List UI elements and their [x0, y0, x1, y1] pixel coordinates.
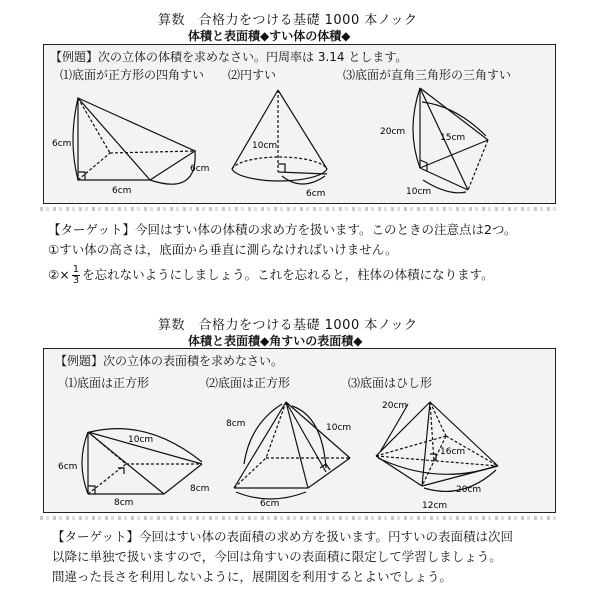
sheet1-fig1-side-label: 6cm [190, 164, 210, 174]
sheet1-target-line3 [48, 265, 494, 286]
sheet2-fig2-square-pyramid [222, 396, 362, 508]
sheet1-target-line2: ①すい体の高さは，底面から垂直に測らなければいけません。 [48, 242, 398, 257]
sheet1-fig1-caption: ⑴底面が正方形の四角すい [60, 68, 205, 82]
sheet1-line3-rest: を忘れないようにしましょう。これを忘れると，柱体の体積になります。 [82, 267, 494, 282]
sheet2-title: 算数 合格力をつける基礎 1000 本ノック [158, 318, 418, 333]
sheet1-fig1-base-label: 6cm [112, 186, 132, 196]
sheet2-fig1-base-label: 8cm [114, 498, 134, 508]
sheet1-fig3-edge2-label: 10cm [406, 187, 432, 197]
sheet2-fig3-rhombus-pyramid [368, 394, 508, 512]
sheet2-fig2-base-label: 6cm [260, 499, 280, 508]
sheet1-example-text: 【例題】次の立体の体積を求めなさい。円周率は 3.14 とします。 [50, 50, 408, 64]
sheet2-fig1-slant-label: 10cm [128, 435, 154, 445]
sheet1-title: 算数 合格力をつける基礎 1000 本ノック [158, 13, 418, 28]
sheet2-target-line3: 間違った長さを利用しないように，展開図を利用するとよいでしょう。 [52, 569, 453, 584]
sheet2-fig2-caption: ⑵底面は正方形 [206, 376, 291, 390]
sheet1-fig2-caption: ⑵円すい [228, 68, 277, 82]
one-third-fraction: $\frac{1}{3}$ [72, 264, 80, 286]
sheet1-fig1-height-label: 6cm [52, 139, 72, 149]
sheet2-fig1-side-label: 8cm [190, 484, 210, 494]
sheet2-fig1-height-label: 6cm [58, 462, 78, 472]
sheet2-fig1-caption: ⑴底面は正方形 [65, 376, 150, 390]
sheet1-fig2-height-label: 10cm [252, 141, 278, 151]
sheet1-fig2-radius-label: 6cm [306, 189, 326, 199]
sheet1-fig3-edge1-label: 15cm [440, 133, 466, 143]
sheet1-fig3-height-label: 20cm [380, 127, 406, 137]
sheet1-fig3-caption: ⑶底面が直角三角形の三角すい [343, 68, 512, 82]
sheet1-fig2-cone [222, 84, 342, 199]
sheet1-decorative-border [40, 207, 560, 211]
sheet2-fig3-side-label: 20cm [456, 485, 482, 495]
sheet2-fig3-caption: ⑶底面はひし形 [348, 376, 433, 390]
sheet2-fig1-square-pyramid [52, 396, 222, 508]
sheet2-fig3-bottom-label: 12cm [422, 501, 448, 511]
sheet2-target-line1: 【ターゲット】今回はすい体の表面積の求め方を扱います。円すいの表面積は次回 [52, 529, 514, 544]
sheet2-fig3-top-label: 20cm [382, 401, 408, 411]
sheet2-fig2-slant-label: 10cm [326, 423, 352, 433]
sheet1-fig3-triangular-pyramid [378, 80, 508, 200]
sheet2-fig2-edge-label: 8cm [226, 419, 246, 429]
sheet2-fig3-diag-label: 16cm [440, 447, 466, 457]
sheet2-example-text: 【例題】次の立体の表面積を求めなさい。 [55, 354, 284, 368]
sheet1-target-line1: 【ターゲット】今回はすい体の体積の求め方を扱います。このときの注意点は2つ。 [48, 222, 517, 237]
sheet1-fig1-square-pyramid [50, 86, 220, 198]
sheet1-times-prefix: ②× [48, 267, 70, 282]
sheet1-subtitle: 体積と表面積◆すい体の体積◆ [188, 29, 351, 43]
sheet2-target-line2: 以降に単独で扱いますので，今回は角すいの表面積に限定して学習しましょう。 [52, 549, 502, 564]
sheet2-decorative-border [40, 516, 560, 520]
sheet2-subtitle: 体積と表面積◆角すいの表面積◆ [188, 334, 363, 348]
